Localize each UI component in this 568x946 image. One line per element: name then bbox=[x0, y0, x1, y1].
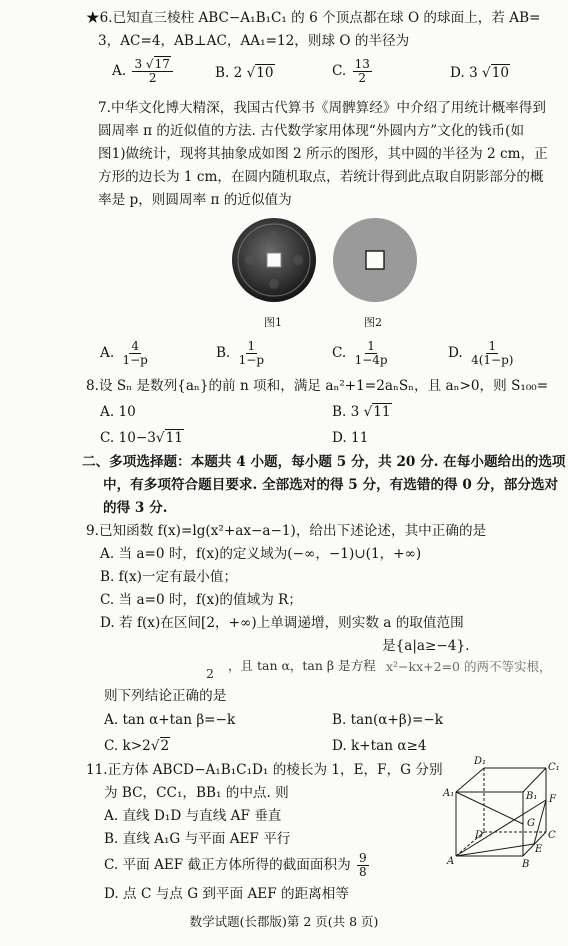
label-A: A bbox=[447, 856, 455, 867]
label-D1: D₁ bbox=[474, 756, 487, 767]
q7-option-b: B. $\frac{1}{1-p}$ bbox=[216, 339, 265, 368]
q6-line1: ★6.已知直三棱柱 ABC−A₁B₁C₁ 的 6 个顶点都在球 O 的球面上，若 AB= bbox=[86, 10, 541, 26]
cube-figure bbox=[438, 752, 563, 870]
q10-fragment-left: 2 bbox=[206, 666, 214, 681]
q8-line1: 8.设 Sₙ 是数列{aₙ}的前 n 项和，满足 aₙ²+1=2aₙSₙ，且 aₙ>0，则 S₁₀₀= bbox=[86, 378, 549, 394]
fig2-caption: 图2 bbox=[364, 316, 382, 329]
q10-option-c: C. k>2√2 bbox=[104, 738, 170, 754]
q9-option-c: C. 当 a=0 时，f(x)的值域为 R； bbox=[100, 592, 302, 608]
q6-option-b: B. 2 √10 bbox=[215, 65, 274, 81]
section2-line1: 二、多项选择题：本题共 4 小题，每小题 5 分，共 20 分. 在每小题给出的选项 bbox=[82, 454, 566, 470]
fig1-caption: 图1 bbox=[264, 316, 282, 329]
q11-option-a: A. 直线 D₁D 与直线 AF 垂直 bbox=[104, 808, 282, 824]
q10-option-a: A. tan α+tan β=−k bbox=[104, 712, 236, 728]
q7-option-c: C. $\frac{1}{1-4p}$ bbox=[332, 339, 388, 368]
q11-option-d: D. 点 C 与点 G 到平面 AEF 的距离相等 bbox=[104, 886, 349, 902]
q6-option-c: C. $\frac{13}{2}$ bbox=[332, 57, 370, 86]
q8-option-a: A. 10 bbox=[100, 404, 136, 420]
q10-fragment-main: ，且 tan α，tan β 是方程 bbox=[228, 658, 376, 673]
label-D: D bbox=[475, 830, 484, 841]
q6-option-a: A. $\frac{3 √17}{2}$ bbox=[112, 58, 175, 85]
label-E: E bbox=[535, 844, 543, 855]
page-footer: 数学试题(长郡版)第 2 页(共 8 页) bbox=[189, 914, 379, 929]
q9-option-a: A. 当 a=0 时，f(x)的定义域为(−∞，−1)∪(1，+∞) bbox=[100, 546, 422, 562]
section2-line2: 中，有多项符合题目要求. 全部选对的得 5 分，有选错的得 0 分，部分选对 bbox=[103, 477, 559, 493]
q10-option-b: B. tan(α+β)=−k bbox=[332, 712, 444, 728]
label-B: B bbox=[522, 859, 530, 870]
q11-line2: 为 BC，CC₁，BB₁ 的中点. 则 bbox=[104, 785, 289, 801]
q7-option-a: A. $\frac{4}{1-p}$ bbox=[100, 339, 148, 368]
q10-fragment-overlap: x²−kx+2=0 的两不等实根， bbox=[386, 659, 552, 674]
section2-line3: 的得 3 分. bbox=[103, 500, 168, 516]
q7-line4: 方形的边长为 1 cm，在圆内随机取点，若统计得到此点取自阴影部分的概 bbox=[98, 169, 544, 185]
q11-option-c: C. 平面 AEF 截正方体所得的截面面积为 $\frac{9}{8}$ bbox=[104, 851, 367, 880]
coin-figures bbox=[230, 214, 420, 310]
label-B1: B₁ bbox=[526, 791, 538, 802]
coin-diagram-figure-2 bbox=[333, 218, 417, 302]
q9-option-d-line2: 是{a|a≥−4}. bbox=[382, 638, 470, 654]
q11-line1: 11.正方体 ABCD−A₁B₁C₁D₁ 的棱长为 1，E，F，G 分别 bbox=[86, 762, 443, 778]
q7-line1: 7.中华文化博大精深，我国古代算书《周髀算经》中介绍了用统计概率得到 bbox=[98, 100, 546, 116]
q9-option-d-line1: D. 若 f(x)在区间[2，+∞)上单调递增，则实数 a 的取值范围 bbox=[100, 615, 464, 631]
q10-line2: 则下列结论正确的是 bbox=[104, 688, 227, 704]
q8-option-d: D. 11 bbox=[332, 430, 369, 446]
q7-line3: 图1)做统计，现将其抽象成如图 2 所示的图形，其中圆的半径为 2 cm，正 bbox=[98, 146, 548, 162]
coin-photo-figure-1 bbox=[232, 218, 316, 302]
q7-line2: 圆周率 π 的近似值的方法. 古代数学家用体现“外圆内方”文化的钱币(如 bbox=[98, 123, 525, 139]
label-C1: C₁ bbox=[548, 762, 560, 773]
label-C: C bbox=[548, 830, 556, 841]
q6-line2: 3，AC=4，AB⊥AC，AA₁=12，则球 O 的半径为 bbox=[98, 33, 410, 49]
q8-option-c: C. 10−3√11 bbox=[100, 430, 183, 446]
label-G: G bbox=[527, 818, 535, 829]
q11-option-b: B. 直线 A₁G 与平面 AEF 平行 bbox=[104, 831, 291, 847]
q7-option-d: D. $\frac{1}{4(1-p)}$ bbox=[448, 339, 514, 368]
label-A1: A₁ bbox=[443, 788, 455, 799]
q7-line5: 率是 p，则圆周率 π 的近似值为 bbox=[98, 192, 292, 208]
q6-option-d: D. 3 √10 bbox=[450, 65, 510, 81]
label-F: F bbox=[549, 794, 556, 805]
q8-option-b: B. 3 √11 bbox=[332, 404, 391, 420]
q9-line1: 9.已知函数 f(x)=lg(x²+ax−a−1)，给出下述论述，其中正确的是 bbox=[86, 523, 487, 539]
q10-option-d: D. k+tan α≥4 bbox=[332, 738, 427, 754]
q9-option-b: B. f(x)一定有最小值； bbox=[100, 569, 238, 585]
